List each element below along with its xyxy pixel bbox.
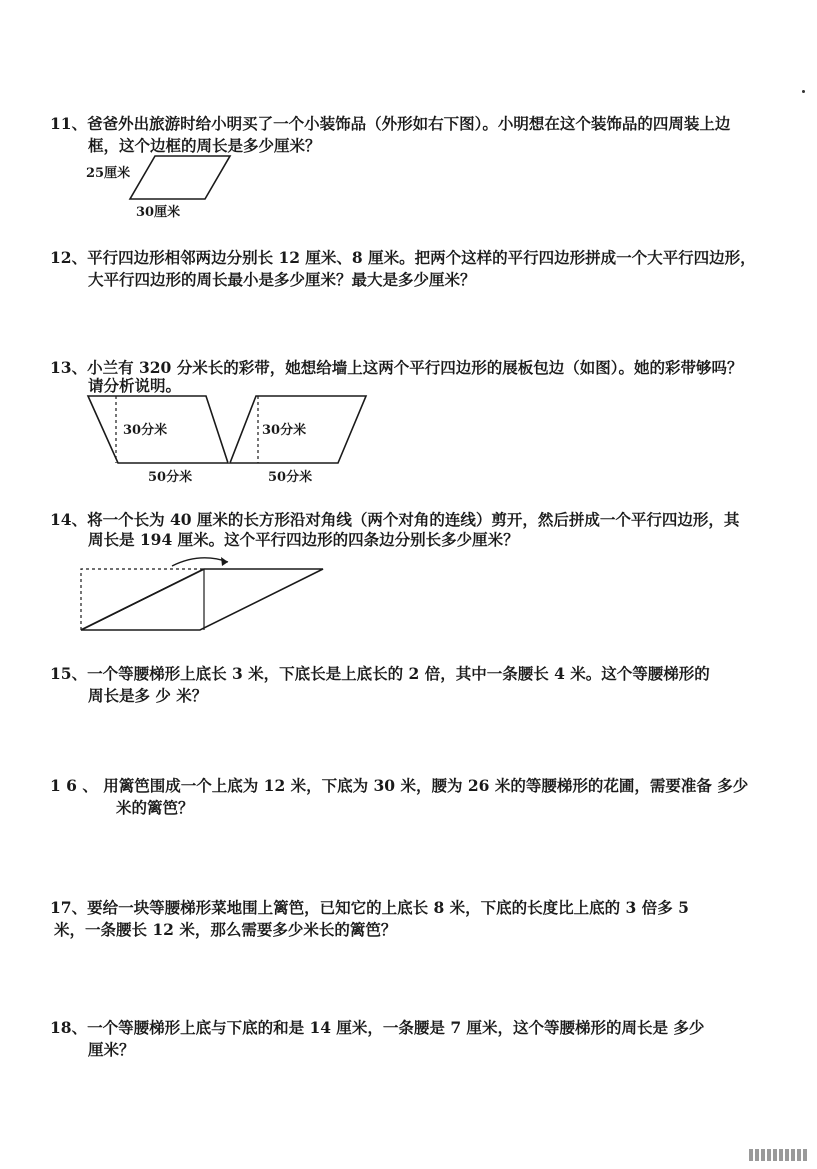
watermark-icon xyxy=(749,1149,807,1161)
q12-line-2: 大平行四边形的周长最小是多少厘米？最大是多少厘米？ xyxy=(88,270,476,289)
q13-label-base-left: 50分米 xyxy=(148,470,193,485)
q13-line-2: 请分析说明。 xyxy=(88,376,182,395)
q14-line-2: 周长是 194 厘米。这个平行四边形的四条边分别长多少厘米？ xyxy=(88,530,519,549)
q16-line-1: 1 6 、 用篱笆围成一个上底为 12 米，下底为 30 米，腰为 26 米的等腰梯形的花圃，需要准备 多少 xyxy=(50,776,749,795)
corner-dot xyxy=(802,90,805,93)
q12-line-1: 12、平行四边形相邻两边分别长 12 厘米、8 厘米。把两个这样的平行四边形拼成一个大平行四边形， xyxy=(50,248,756,267)
q14-move-arrow xyxy=(172,558,228,566)
q14-parallelogram xyxy=(81,569,323,630)
q13-right-board xyxy=(230,396,366,463)
q17-line-2: 米，一条腰长 12 米，那么需要多少米长的篱笆？ xyxy=(54,920,397,939)
q11-label-base: 30厘米 xyxy=(136,205,181,220)
q16-line-2: 米的篱笆？ xyxy=(116,798,194,817)
q13-left-board xyxy=(88,396,228,463)
q11-line-1: 11、爸爸外出旅游时给小明买了一个小装饰品（外形如右下图）。小明想在这个装饰品的四周装上边 xyxy=(50,114,731,133)
q14-arrow-head xyxy=(221,557,228,566)
q13-label-height-right: 30分米 xyxy=(262,423,307,438)
q13-line-1: 13、小兰有 320 分米长的彩带，她想给墙上这两个平行四边形的展板包边（如图）。她的彩带够吗？ xyxy=(50,358,743,377)
q11-parallelogram xyxy=(130,156,230,199)
q18-line-1: 18、一个等腰梯形上底与下底的和是 14 厘米，一条腰是 7 厘米，这个等腰梯形的周长是 多少 xyxy=(50,1018,705,1037)
q14-line-1: 14、将一个长为 40 厘米的长方形沿对角线（两个对角的连线）剪开，然后拼成一个平行四边形，其 xyxy=(50,510,740,529)
q13-label-height-left: 30分米 xyxy=(123,423,168,438)
q18-line-2: 厘米？ xyxy=(88,1040,135,1059)
q15-line-2: 周长是多 少 米？ xyxy=(88,686,208,705)
q13-label-base-right: 50分米 xyxy=(268,470,313,485)
q11-line-2: 框，这个边框的周长是多少厘米？ xyxy=(88,136,321,155)
q17-line-1: 17、要给一块等腰梯形菜地围上篱笆，已知它的上底长 8 米，下底的长度比上底的 3 倍多 5 xyxy=(50,898,689,917)
q11-label-side: 25厘米 xyxy=(86,166,131,181)
q14-cut-outline xyxy=(81,569,204,630)
q14-diagonal xyxy=(81,569,204,630)
q15-line-1: 15、一个等腰梯形上底长 3 米，下底长是上底长的 2 倍，其中一条腰长 4 米。这个等腰梯形的 xyxy=(50,664,710,683)
